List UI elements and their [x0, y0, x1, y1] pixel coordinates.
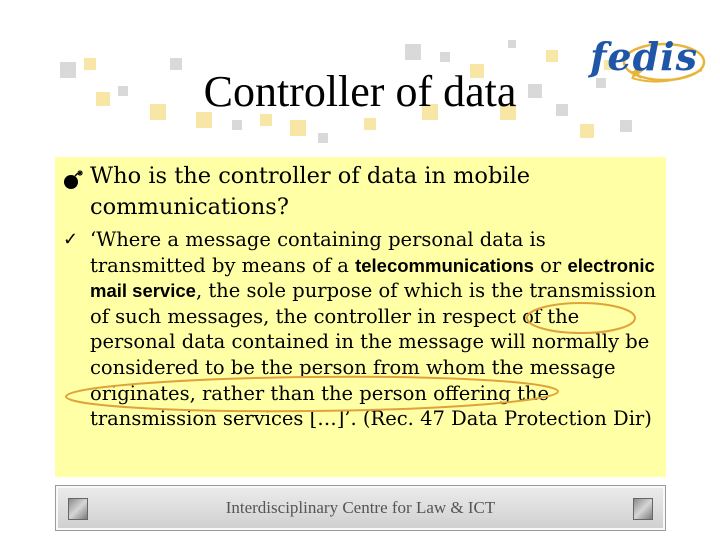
- content-panel: [55, 157, 666, 477]
- answer-bold-telecommunications: telecommunications: [355, 254, 534, 276]
- answer-bold-electronic-mail: electronic mail service: [90, 254, 655, 302]
- logo-text: fedis: [590, 34, 698, 79]
- answer-part-2: or: [533, 253, 568, 277]
- answer-part-1: ‘Where a message containing personal data is transmitted by means of a: [90, 228, 546, 277]
- question-item: [63, 161, 653, 223]
- slide-title: Controller of data: [203, 67, 517, 116]
- footer-text: Interdisciplinary Centre for Law & ICT: [225, 498, 496, 517]
- answer-part-3: , the sole purpose of which is the transmission of such messages, the controller in respect of the personal data contained in the message will normally be considered to be the person from whom the message originates, rather than the person offering the transmission services […]’. (Rec. 47 Data Protection Dir): [90, 279, 657, 431]
- answer-text: [90, 227, 663, 432]
- question-text: Who is the controller of data in mobile communications?: [90, 163, 531, 220]
- answer-item: [63, 227, 663, 432]
- footer-right-icon: [633, 498, 653, 520]
- checkmark-icon: ✓: [63, 229, 79, 250]
- bomb-bullet-icon: [63, 170, 87, 190]
- footer-bar: [55, 485, 666, 531]
